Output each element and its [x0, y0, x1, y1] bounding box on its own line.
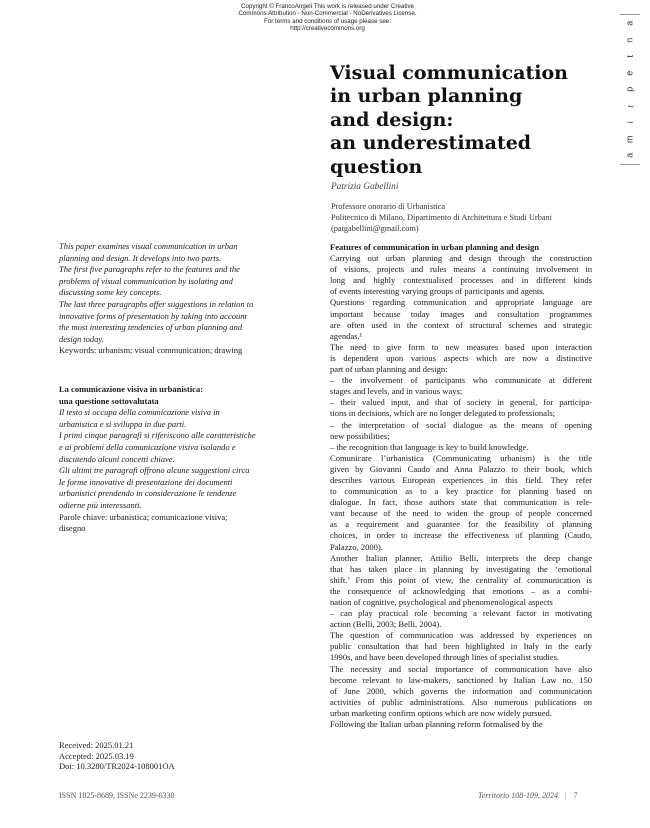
body-line: shift.’ From this point of view, the centrality of communication is: [330, 574, 592, 585]
received-info: [59, 740, 175, 772]
abstract-it-line: le forme innovative di presentazione dei documenti: [59, 476, 233, 487]
keywords-en: Keywords: urbanism; visual communication; drawing: [59, 345, 243, 356]
journal-name: Territorio 108-109, 2024: [478, 791, 558, 800]
abstract-it-line: Gli ultimi tre paragrafi offrono alcune suggestioni circa: [59, 465, 250, 476]
anteprima-side-label: [620, 14, 640, 165]
body-line: Following the Italian urban planning reform formalised by the: [330, 719, 543, 730]
footer-journal: Territorio 108-109, 2024 | 7: [478, 791, 578, 800]
body-line: The need to give form to new measures based upon interaction: [330, 341, 592, 352]
body-line: of events interesting varying groups of participants and agents.: [330, 286, 545, 297]
body-line: of June 2000, which governs the information and communication: [330, 685, 592, 696]
body-line: given by Giovanni Caudo and Anna Palazzo to their book, which: [330, 463, 592, 474]
body-line: of visions, projects and rules means a continuing involvement in: [330, 264, 592, 275]
abstract-it-title-line: una questione sottovalutata: [59, 395, 159, 406]
body-line: tions in decisions, which are no longer delegated to professionals;: [330, 408, 556, 419]
affiliation-line: (patgabellini@gmail.com): [331, 223, 419, 233]
body-line: Carrying out urban planning and design through the construction: [330, 253, 592, 264]
body-line: action (Belli, 2003; Belli, 2004).: [330, 619, 442, 630]
abstract-en-line: problems of visual communication by isolating and: [59, 275, 233, 286]
body-line: Palazzo, 2000).: [330, 541, 383, 552]
body-line: stages and levels, and in various ways;: [330, 386, 463, 397]
affiliation-line: Professore onorario di Urbanistica: [331, 202, 446, 211]
article-body: [330, 242, 592, 730]
body-line: long and highly contextualised processes and in different kinds: [330, 275, 592, 286]
body-line: – their valued input, and that of society in general, for participa-: [330, 397, 592, 408]
abstract-it-title-line: La comunicazione visiva in urbanistica:: [59, 384, 204, 394]
body-line: Questions regarding communication and appropriate language are: [330, 297, 592, 308]
title-line: Visual communication: [330, 62, 568, 84]
body-line: 1990s, and have been developed through lines of specialist studies.: [330, 652, 560, 663]
abstract-it-line: I primi cinque paragrafi si riferiscono alle caratteristiche: [59, 430, 256, 441]
abstract-en-line: discussing some key concepts.: [59, 287, 162, 298]
abstract-en-line: This paper examines visual communication in urban: [59, 241, 238, 251]
keywords-it-line: disegno: [59, 523, 86, 534]
keywords-it-line: Parole chiave: urbanistica; comunicazione visiva;: [59, 511, 228, 522]
body-text: [330, 253, 592, 730]
body-line: agendas.¹: [330, 330, 363, 341]
section-heading: Features of communication in urban planning and design: [330, 242, 540, 252]
body-line: public consultation that had been highlighted in Italy in the early: [330, 641, 592, 652]
body-line: Another Italian planner, Attilio Belli, interprets the deep change: [330, 552, 592, 563]
body-line: the consequence of acknowledging that emotions – as a combi-: [330, 585, 592, 596]
abstract-it-line: urbanistica e si sviluppa in due parti.: [59, 418, 187, 429]
body-line: – the recognition that language is key to build knowledge.: [330, 441, 529, 452]
body-line: choices, in order to increase the effectiveness of planning (Caudo,: [330, 530, 592, 541]
title-line: an underestimated: [330, 132, 532, 155]
body-line: become relevant to law-makers, sanctioned by Italian Law no. 150: [330, 674, 592, 685]
copyright-line: Copyright © FrancoAngeli This work is released under Creative: [241, 3, 414, 10]
abstract-italian: [59, 384, 299, 535]
abstract-english: [59, 241, 299, 357]
body-line: important because today images and consultation programmes: [330, 308, 592, 319]
body-line: The question of communication was addressed by experiences on: [330, 630, 592, 641]
abstract-en-line: planning and design. It develops into two parts.: [59, 252, 222, 263]
side-label-letter: r: [624, 104, 635, 108]
received-line: Doi: 10.3280/TR2024-108001OA: [59, 761, 175, 772]
body-line: describes various European experiences in this field. They refer: [330, 474, 592, 485]
abstract-it-line: e ai problemi della comunicazione visiva isolando e: [59, 441, 236, 452]
author-affiliation: [331, 202, 552, 234]
body-line: part of urban planning and design:: [330, 364, 448, 375]
abstract-en-line: the most interesting tendencies of urban planning and: [59, 322, 243, 333]
abstract-it-line: odierne più interessanti.: [59, 499, 142, 510]
abstract-it-line: urbanistici prendendo in considerazione le tendenze: [59, 488, 237, 499]
body-line: as a requirement and guarantee for the feasibility of planning: [330, 519, 592, 530]
side-label-letter: e: [624, 70, 635, 76]
body-line: to communication as to a key practice for planning based on: [330, 486, 592, 497]
side-label-letter: i: [624, 121, 635, 124]
body-line: – can play practical role becoming a relevant factor in motivating: [330, 608, 592, 619]
title-line: question: [330, 155, 423, 178]
body-line: nation of cognitive, psychological and phenomenological aspects: [330, 597, 553, 607]
body-line: vant because of the need to widen the group of people concerned: [330, 508, 592, 519]
title-line: and design:: [330, 108, 454, 131]
body-line: The necessity and social importance of communication have also: [330, 663, 592, 674]
received-line: Received: 2025.01.21: [59, 740, 134, 750]
copyright-notice: [215, 3, 440, 33]
footer-issn: ISSN 1825-8689, ISSNe 2239-6330: [59, 791, 175, 800]
body-line: new possibilities;: [330, 430, 390, 441]
side-label-letter: a: [624, 152, 635, 158]
abstract-en-line: The last three paragraphs offer suggestions in relation to: [59, 298, 254, 309]
author-name: Patrizia Gabellini: [331, 182, 399, 192]
abstract-en-text: [59, 241, 299, 345]
side-label-letter: p: [624, 86, 635, 92]
copyright-line: Commons Attribution - Non-Commercial - NoDerivatives License.: [238, 10, 417, 18]
page-number: 7: [573, 791, 578, 800]
abstract-en-line: The first five paragraphs refer to the features and the: [59, 264, 240, 275]
body-line: that has taken place in planning by investigating the ‘emotional: [330, 563, 592, 574]
abstract-it-line: discutendo alcuni concetti chiave.: [59, 453, 175, 464]
body-line: is dependent upon various aspects which are now a distinctive: [330, 352, 592, 363]
side-label-letter: t: [624, 54, 635, 58]
title-line: in urban planning: [330, 85, 523, 108]
body-line: urban marketing confirm options which are now widely pursued.: [330, 707, 552, 718]
abstract-it-title: [59, 384, 299, 407]
abstract-it-text: [59, 407, 299, 511]
side-label-letter: m: [624, 135, 635, 143]
body-line: Comunicare l’urbanistica (Communicating urbanism) is the title: [330, 452, 592, 463]
body-line: – the involvement of participants who communicate at different: [330, 375, 592, 386]
body-line: activities of public administrations. Also numerous publications on: [330, 696, 592, 707]
body-line: are often used in the context of structural schemes and strategic: [330, 319, 592, 330]
abstract-en-line: innovative forms of presentation by taking into account: [59, 310, 247, 321]
abstract-it-line: Il testo si occupa della comunicazione visiva in: [59, 407, 220, 418]
keywords-it: [59, 512, 299, 535]
side-label-letter: n: [624, 37, 635, 43]
body-line: – the interpretation of social dialogue as the means of opening: [330, 419, 592, 430]
side-label-letter: a: [624, 20, 635, 26]
copyright-line: For terms and conditions of usage please see:: [264, 17, 391, 25]
article-title: [330, 62, 610, 179]
body-line: dialogue. In fact, those authors state that communication is rele-: [330, 497, 592, 508]
received-line: Accepted: 2025.03.19: [59, 750, 134, 761]
affiliation-line: Politecnico di Milano, Dipartimento di Architettura e Studi Urbani: [331, 212, 552, 222]
copyright-line: http://creativecommons.org: [290, 25, 365, 33]
abstract-en-line: design today.: [59, 333, 104, 344]
